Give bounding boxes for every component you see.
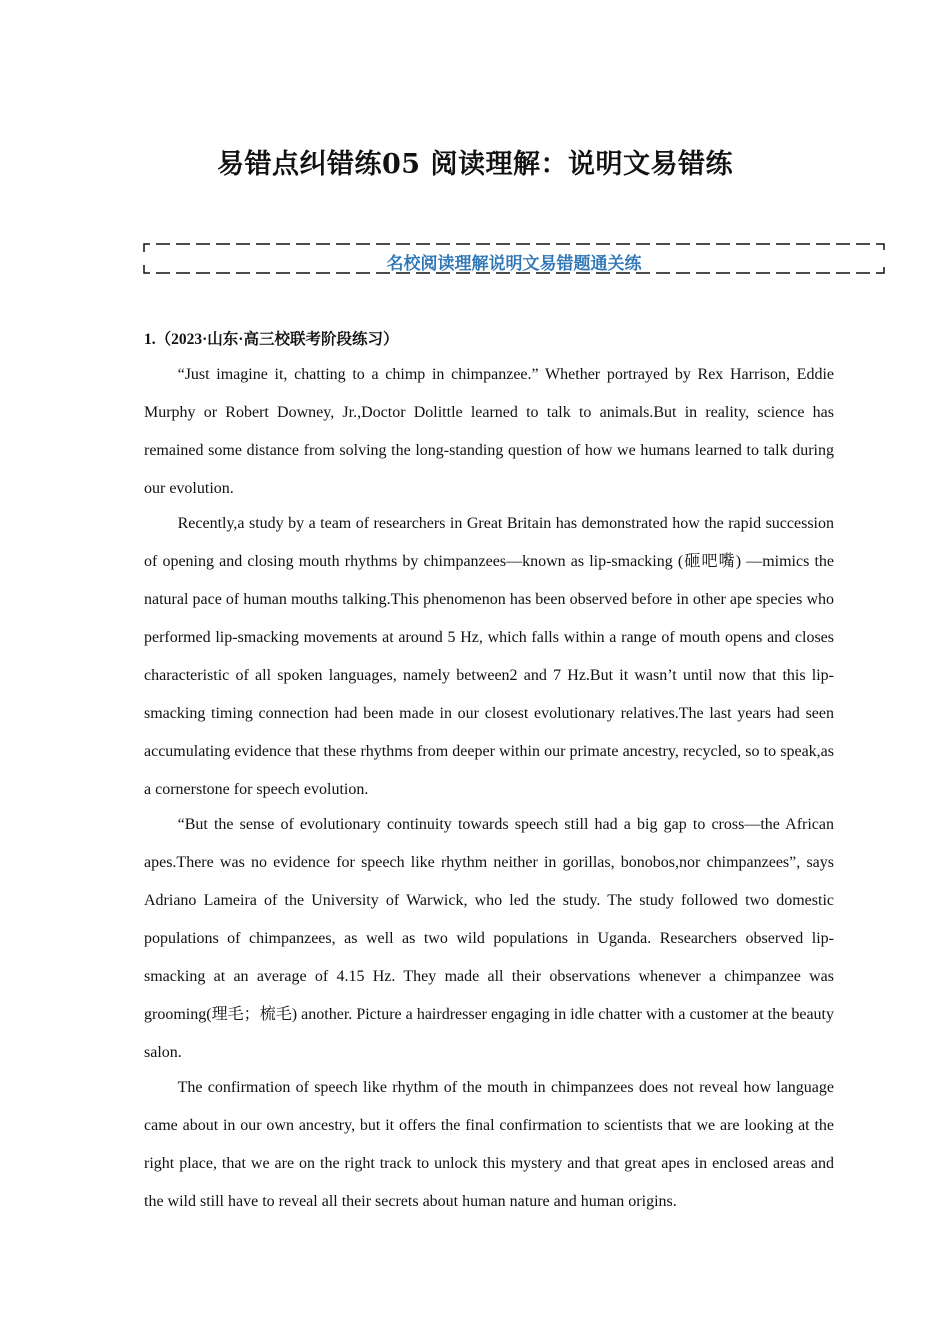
section-banner bbox=[143, 243, 885, 274]
passage-paragraph-4: The confirmation of speech like rhythm of the mouth in chimpanzees does not reveal how language came about in our own ancestry, but it offers the final confirmation to scientists that we are looking at the right place, that we are on the right track to unlock this mystery and that great apes in enclosed areas and the wild still have to reveal all their secrets about human nature and human origins. bbox=[144, 1079, 834, 1210]
passage-paragraph-1: “Just imagine it, chatting to a chimp in chimpanzee.” Whether portrayed by Rex Harrison, Eddie Murphy or Robert Downey, Jr.,Doctor Dolittle learned to talk to animals.But in reality, science has remained some distance from solving the long-standing question of how we humans learned to talk during our evolution. bbox=[144, 366, 834, 497]
question-header bbox=[144, 326, 834, 354]
page-title: 易错点纠错练05 阅读理解：说明文易错练 bbox=[217, 149, 733, 180]
question-number: 1. bbox=[144, 331, 156, 348]
passage-paragraph-3: “But the sense of evolutionary continuity towards speech still had a big gap to cross—the African apes.There was no evidence for speech like rhythm neither in gorillas, bonobos,nor chimpanzees”, says Adriano Lameira of the University of Warwick, who led the study. The study followed two domestic populations of chimpanzees, as well as two wild populations in Uganda. Researchers observed lip-smacking at an average of 4.15 Hz. They made all their observations whenever a chimpanzee was grooming(理毛；梳毛) another. Picture a hairdresser engaging in idle chatter with a customer at the beauty salon. bbox=[144, 816, 834, 1061]
question-source: （2023·山东·高三校联考阶段练习） bbox=[155, 331, 399, 348]
passage-paragraph-2: Recently,a study by a team of researchers in Great Britain has demonstrated how the rapid succession of opening and closing mouth rhythms by chimpanzees—known as lip-smacking (砸吧嘴) —mimics the natural pace of human mouths talking.This phenomenon has been observed before in other ape species who performed lip-smacking movements at around 5 Hz, which falls within a range of mouth opens and closes characteristic of all spoken languages, namely between2 and 7 Hz.But it wasn’t until now that this lip-smacking timing connection had been made in our closest evolutionary relatives.The last years had seen accumulating evidence that these rhythms from deeper within our primate ancestry, recycled, so to speak,as a cornerstone for speech evolution. bbox=[144, 515, 834, 798]
banner-label: 名校阅读理解说明文易错题通关练 bbox=[386, 254, 642, 274]
question-block bbox=[144, 326, 834, 1218]
